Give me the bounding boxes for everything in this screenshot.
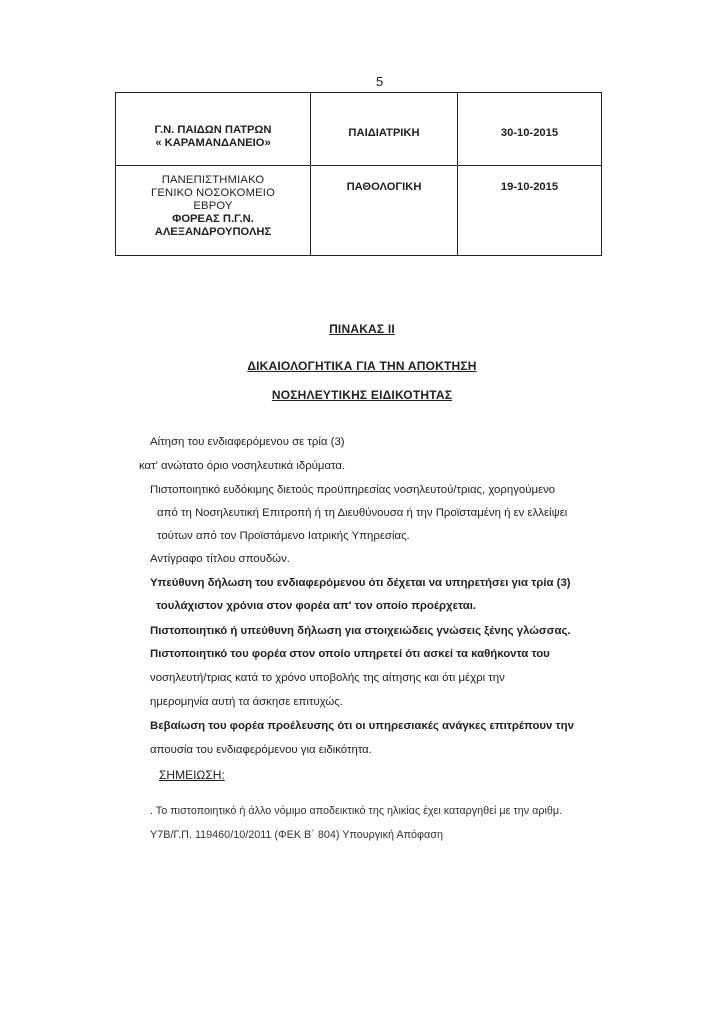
hospital-name-cell — [116, 93, 311, 166]
note-title: ΣΗΜΕΙΩΣΗ: — [159, 768, 225, 782]
specialty-cell — [311, 93, 458, 166]
subtitle-line-2: ΝΟΣΗΛΕΥΤΙΚΗΣ ΕΙΔΙΚΟΤΗΤΑΣ — [271, 388, 453, 402]
note-line: . Το πιστοποιητικό ή άλλο νόμιμο αποδεικτικό της ηλικίας έχει καταργηθεί με την αριθμ. — [150, 805, 563, 817]
page-number: 5 — [376, 74, 384, 89]
date-cell — [458, 93, 602, 166]
hospital-name-cell — [116, 166, 311, 256]
body-line: κατ' ανώτατο όριο νοσηλευτικά ιδρύματα. — [139, 460, 346, 472]
hospital-name-line: ΓΕΝΙΚΟ ΝΟΣΟΚΟΜΕΙΟ — [151, 187, 275, 199]
body-line: από τη Νοσηλευτική Επιτροπή ή τη Διευθύνουσα ή την Προϊσταμένη ή εν ελλείψει — [157, 507, 568, 519]
specialty-value: ΠΑΘΟΛΟΓΙΚΗ — [346, 181, 422, 193]
body-line: νοσηλευτή/τριας κατά το χρόνο υποβολής της αίτησης και ότι μέχρι την — [150, 672, 505, 684]
hospitals-table — [115, 92, 602, 256]
body-line: Πιστοποιητικό του φορέα στον οποίο υπηρετεί ότι ασκεί τα καθήκοντα του — [150, 648, 550, 660]
body-line: Υπεύθυνη δήλωση του ενδιαφερόμενου ότι δέχεται να υπηρετήσει για τρία (3) — [150, 577, 571, 589]
body-line: ημερομηνία αυτή τα άσκησε επιτυχώς. — [150, 696, 343, 708]
hospital-name-line: ΠΑΝΕΠΙΣΤΗΜΙΑΚΟ — [161, 174, 265, 186]
hospital-name-line: « ΚΑΡΑΜΑΝΔΑΝΕΙΟ» — [155, 137, 271, 149]
body-line: Πιστοποιητικό ευδόκιμης διετούς προϋπηρεσίας νοσηλευτού/τριας, χορηγούμενο — [150, 484, 556, 496]
body-line: Βεβαίωση του φορέα προέλευσης ότι οι υπηρεσιακές ανάγκες επιτρέπουν την — [150, 720, 574, 732]
subtitle-line-1: ΔΙΚΑΙΟΛΟΓΗΤΙΚΑ ΓΙΑ ΤΗΝ ΑΠΟΚΤΗΣΗ — [247, 359, 477, 373]
specialty-value: ΠΑΙΔΙΑΤΡΙΚΗ — [348, 127, 420, 139]
hospital-name-line: ΕΒΡΟΥ — [193, 200, 233, 212]
body-line: Αίτηση του ενδιαφερόμενου σε τρία (3) — [150, 436, 345, 448]
note-line: Υ7Β/Γ.Π. 119460/10/2011 (ΦΕΚ Β΄ 804) Υπουργική Απόφαση — [150, 829, 443, 841]
body-line: Αντίγραφο τίτλου σπουδών. — [150, 553, 290, 565]
table-row — [116, 166, 602, 256]
hospital-name-line: Γ.Ν. ΠΑΙΔΩΝ ΠΑΤΡΩΝ — [154, 124, 272, 136]
body-line: Πιστοποιητικό ή υπεύθυνη δήλωση για στοιχειώδεις γνώσεις ξένης γλώσσας. — [150, 625, 571, 637]
table-row — [116, 93, 602, 166]
body-line: απουσία του ενδιαφερόμενου για ειδικότητα. — [150, 744, 372, 756]
body-line: τούτων από τον Προϊστάμενο Ιατρικής Υπηρεσίας. — [157, 530, 410, 542]
date-value: 19-10-2015 — [500, 181, 559, 193]
hospital-name-line: ΑΛΕΞΑΝΔΡΟΥΠΟΛΗΣ — [154, 226, 272, 238]
date-cell — [458, 166, 602, 256]
body-line: τουλάχιστον χρόνια στον φορέα απ' τον οποίο προέρχεται. — [156, 600, 477, 612]
table-title: ΠΙΝΑΚΑΣ ΙΙ — [329, 322, 395, 336]
specialty-cell — [311, 166, 458, 256]
hospital-name-line: ΦΟΡΕΑΣ Π.Γ.Ν. — [172, 213, 254, 225]
date-value: 30-10-2015 — [500, 127, 559, 139]
